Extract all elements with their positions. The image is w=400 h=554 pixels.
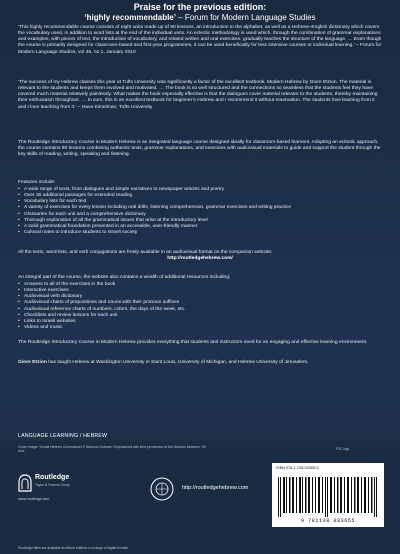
companion-website-link[interactable]: http://routledgehebrew.com/ bbox=[167, 256, 233, 262]
feature-item: • Cultural notes to introduce students to Israeli society bbox=[18, 230, 382, 236]
author-bio-text: has taught Hebrew at Washington University in Saint Louis, University of Michigan, and Hebrew University of Jerusalem. bbox=[46, 360, 309, 365]
praise-source: – Forum for Modern Language Studies bbox=[175, 13, 316, 22]
closing-text: The Routledge Introductory Course in Modern Hebrew provides everything that students and instructors need for an engaging and effective learning environment. bbox=[18, 340, 368, 345]
resource-item: • Answers to all of the exercises in the book bbox=[18, 282, 382, 288]
publisher-url[interactable]: www.routledge.com bbox=[18, 497, 50, 501]
feature-item: • A variety of exercises for every lesson including oral drills, listening comprehension, grammar exercises and writing practice bbox=[18, 205, 382, 211]
resource-item: • Audiovisual verb dictionary bbox=[18, 294, 382, 300]
resource-item: • Audiovisual reference charts of numbers, colors, the days of the week, etc. bbox=[18, 307, 382, 313]
fsc-logo: FSC logo bbox=[336, 447, 350, 451]
author-bio bbox=[18, 360, 382, 366]
features-heading: Features include: bbox=[18, 180, 56, 185]
review-text-1: ‘This highly recommendable course consists of eight units made up of 90 lessons, an introduction to the alphabet, as well as a Hebrew–English dictionary which covers the vocabulary used, in addition to word lists at the end of the individual units. An eclectic methodology is used which, through the combination of grammar explanations and examples, with pieces of text, the introduction of vocabulary, and related written and oral exercises, gradually teaches the structure of the language. … Even though the course is primarily designed for classroom-based and first-year programmes, it can be used beneficially for less intensive courses or individual learning.’ – Forum for Modern Language Studies, vol 46, no 1, January 2010 bbox=[18, 25, 382, 55]
resource-item: • Audiovisual charts of prepositions and nouns with their pronoun suffixes bbox=[18, 300, 382, 306]
routledge-logo-icon bbox=[18, 474, 32, 492]
feature-item: • Over 30 additional passages for extended reading bbox=[18, 193, 382, 199]
resource-item: • Checklists and review lessons for each unit bbox=[18, 313, 382, 319]
praise-highlight: ‘highly recommendable’ bbox=[84, 13, 176, 22]
feature-item: • A wide range of texts, from dialogues and simple narratives to newspaper articles and poetry bbox=[18, 187, 382, 193]
barcode-number: 9 781138 083655 bbox=[300, 518, 355, 524]
barcode-icon bbox=[276, 477, 380, 517]
publisher-subtitle: Taylor & Francis Group bbox=[35, 483, 70, 487]
resource-item: • Links to Israeli websites bbox=[18, 319, 382, 325]
publisher-name: Routledge bbox=[35, 474, 70, 481]
feature-item: • Thorough explanation of all the grammatical issues that arise at the introductory level bbox=[18, 218, 382, 224]
closing-paragraph bbox=[18, 340, 382, 346]
review-paragraph-2 bbox=[18, 80, 382, 111]
feature-item: • Glossaries for each unit and a comprehensive dictionary bbox=[18, 212, 382, 218]
audio-paragraph bbox=[18, 250, 382, 262]
review-text-2: ‘The success of my Hebrew classes this year at Tufts University was significantly a factor of the excellent textbook, Modern Hebrew by Giore Etzion. The material is relevant to the students and keeps them involved and motivated. … The book is so well structured and the connections so seamless that the students feel they have covered much material relatively painlessly. What makes the book especially effective is that the dialogues cover material relevant to the students, thereby maintaining their enthusiasm throughout. … In sum, this is an excellent textbook for beginner’s Hebrew and I recommend it without reservation. The students love learning from it and I love teaching from it.’ – Hava Kimelman, Tufts University bbox=[18, 80, 378, 110]
feature-item: • Vocabulary lists for each text bbox=[18, 199, 382, 205]
cover-credit: Cover image: Yerulia Hebrew Commission © Nachum Gutman. Reproduced with kind permission of the Gutman Museum, Tel Aviv. bbox=[18, 445, 206, 454]
isbn-line: ISBN 978-1-138-08365-5 bbox=[276, 466, 319, 470]
audio-text: All the texts, word-lists, and verb conjugations are freely available in an audiovisual format on the companion website: bbox=[18, 250, 273, 255]
features-list bbox=[18, 187, 382, 236]
resource-item: • Videos and music bbox=[18, 325, 382, 331]
review-paragraph-1 bbox=[18, 25, 382, 56]
praise-title: Praise for the previous edition: bbox=[133, 2, 267, 12]
description-paragraph bbox=[18, 140, 382, 158]
ebook-availability: Routledge titles are available as eBook editions in a range of digital formats bbox=[18, 546, 128, 550]
praise-quote bbox=[20, 13, 380, 22]
author-name: Giore Etzion bbox=[18, 360, 47, 365]
resource-item: • Interactive exercises bbox=[18, 288, 382, 294]
bottom-strip bbox=[0, 441, 400, 554]
category-label: LANGUAGE LEARNING / HEBREW bbox=[18, 433, 108, 439]
website-intro: An integral part of the course, the website also contains a wealth of additional resources including: bbox=[18, 275, 231, 280]
companion-url[interactable]: http://routledgehebrew.com bbox=[182, 485, 249, 491]
isbn-barcode-box bbox=[272, 463, 384, 527]
description-text: The Routledge Introductory Course in Modern Hebrew is an integrated language course designed ideally for classroom-based learners. Adopting an eclectic approach, the course contains 90 lessons combining authentic texts, grammar explanations, and exercises with audiovisual materials to guide and support the student through the key skills of reading, writing, speaking and listening. bbox=[18, 140, 381, 158]
feature-item: • A solid grammatical foundation presented in an accessible, user-friendly manner bbox=[18, 224, 382, 230]
website-resources-list bbox=[18, 282, 382, 331]
companion-website-icon bbox=[150, 477, 174, 501]
